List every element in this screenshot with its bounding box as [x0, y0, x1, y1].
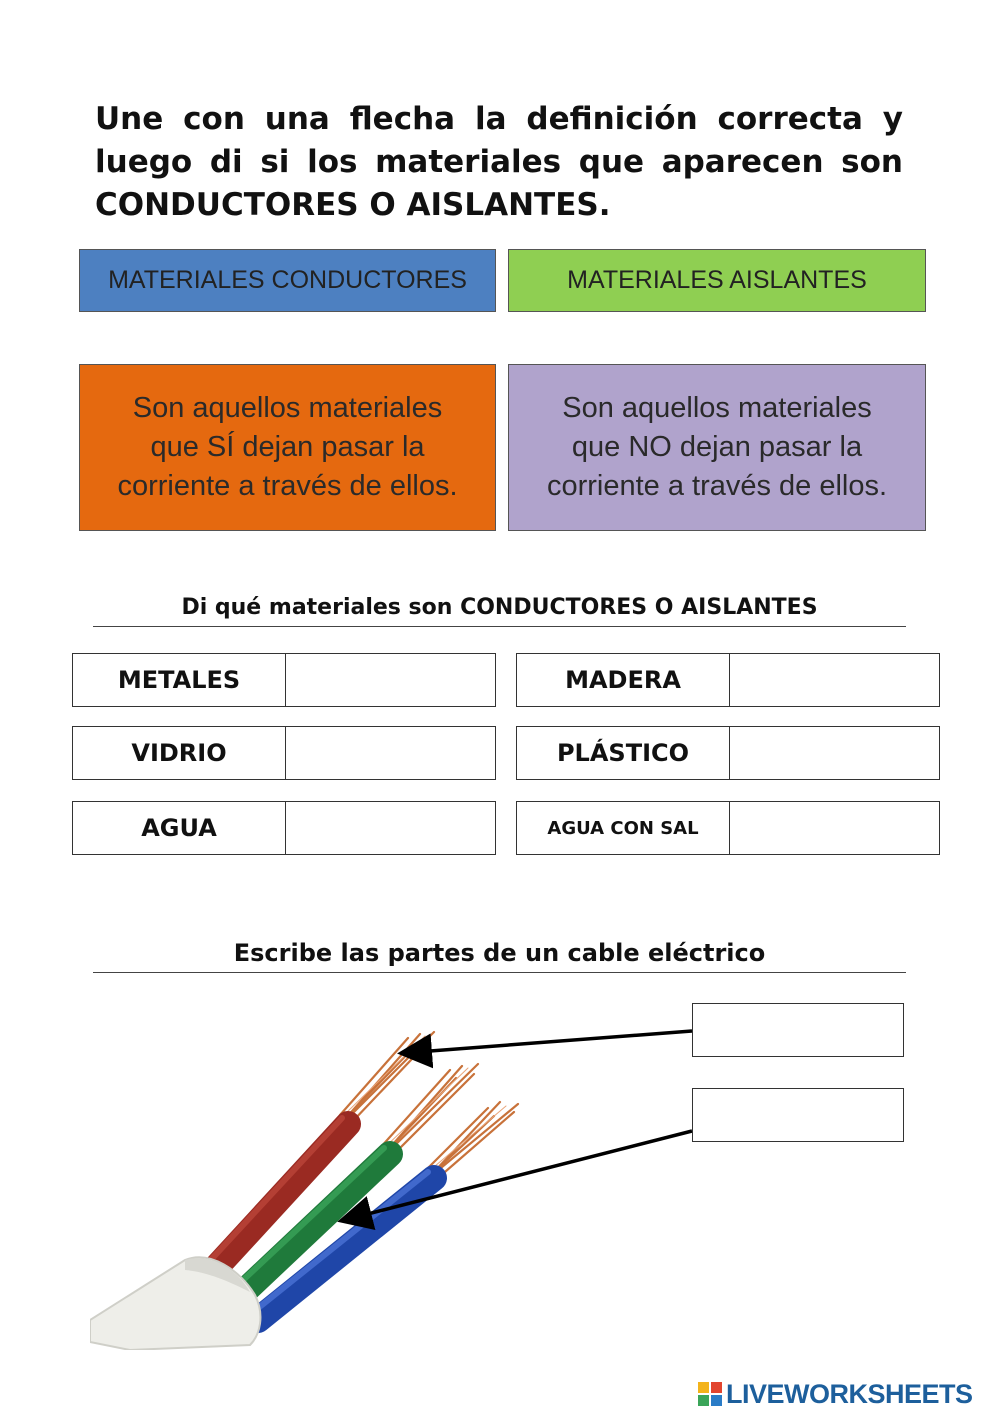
- material-label: AGUA: [73, 802, 286, 854]
- liveworksheets-logo[interactable]: [698, 1376, 973, 1412]
- category-aislantes[interactable]: [508, 249, 926, 312]
- instructions-text: Une con una flecha la definición correcta y luego di si los materiales que aparecen son CONDUCTORES O AISLANTES.: [95, 101, 903, 223]
- arrow-icon: [344, 1131, 692, 1220]
- category-conductores[interactable]: [79, 249, 496, 312]
- material-row-vidrio: [72, 726, 496, 780]
- material-answer-input[interactable]: [286, 727, 495, 779]
- logo-text: LIVEWORKSHEETS: [726, 1378, 973, 1409]
- material-answer-input[interactable]: [286, 654, 495, 706]
- material-label: VIDRIO: [73, 727, 286, 779]
- material-label: AGUA CON SAL: [517, 802, 730, 854]
- material-row-plastico: [516, 726, 940, 780]
- liveworksheets-logo-icon: [698, 1382, 722, 1406]
- definition-no[interactable]: [508, 364, 926, 531]
- definition-si-text: Son aquellos materiales que SÍ dejan pasar la corriente a través de ellos.: [117, 392, 458, 502]
- material-row-metales: [72, 653, 496, 707]
- section-divider: [93, 626, 906, 627]
- material-label: MADERA: [517, 654, 730, 706]
- definition-si[interactable]: [79, 364, 496, 531]
- material-label: METALES: [73, 654, 286, 706]
- cable-answer-input-2[interactable]: [692, 1088, 904, 1142]
- material-row-agua: [72, 801, 496, 855]
- category-conductores-label: MATERIALES CONDUCTORES: [108, 266, 467, 294]
- materials-section-title: Di qué materiales son CONDUCTORES O AISLANTES: [181, 595, 818, 620]
- material-row-agua-con-sal: [516, 801, 940, 855]
- cable-sheath-icon: [90, 1257, 260, 1350]
- cable-arrows: [330, 1020, 700, 1230]
- arrow-icon: [404, 1031, 692, 1053]
- material-answer-input[interactable]: [730, 727, 939, 779]
- material-answer-input[interactable]: [730, 654, 939, 706]
- cable-section-title: Escribe las partes de un cable eléctrico: [233, 939, 766, 967]
- cable-answer-input-1[interactable]: [692, 1003, 904, 1057]
- section-divider: [93, 972, 906, 973]
- material-row-madera: [516, 653, 940, 707]
- material-label: PLÁSTICO: [517, 727, 730, 779]
- material-answer-input[interactable]: [730, 802, 939, 854]
- category-aislantes-label: MATERIALES AISLANTES: [567, 266, 867, 294]
- material-answer-input[interactable]: [286, 802, 495, 854]
- definition-no-text: Son aquellos materiales que NO dejan pasar la corriente a través de ellos.: [546, 392, 888, 502]
